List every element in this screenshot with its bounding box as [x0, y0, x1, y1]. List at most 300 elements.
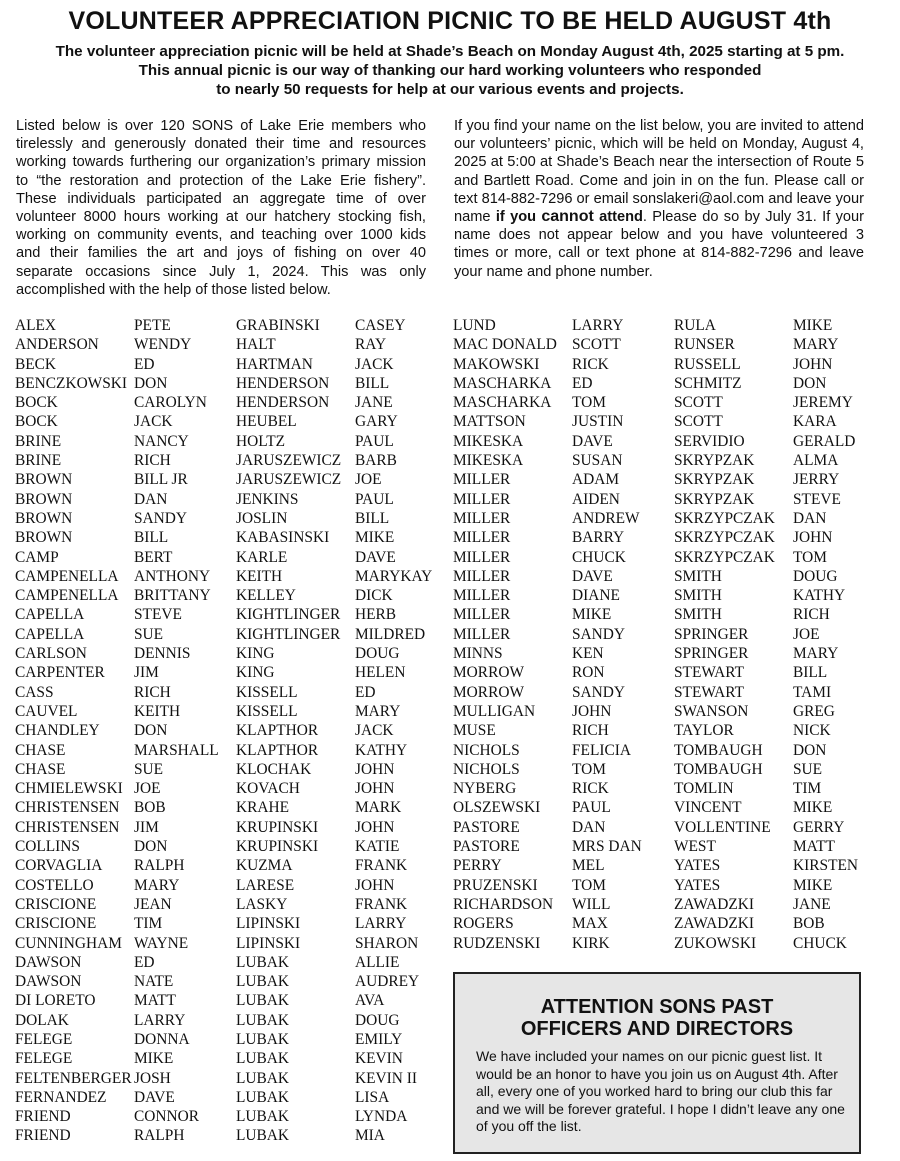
- last-name: VOLLENTINE: [674, 818, 771, 836]
- last-name: KABASINSKI: [236, 529, 330, 547]
- first-name: DON: [793, 374, 827, 392]
- name-row: [453, 779, 863, 798]
- name-row: [453, 663, 863, 682]
- last-name: SKRZYPCZAK: [674, 529, 775, 547]
- name-row: [15, 760, 435, 779]
- first-name: GARY: [355, 413, 398, 431]
- first-name: AIDEN: [572, 490, 620, 508]
- first-name: JEREMY: [793, 394, 853, 412]
- first-name: LARRY: [355, 915, 407, 933]
- name-row: [15, 721, 435, 740]
- name-row: [15, 470, 435, 489]
- last-name: HOLTZ: [236, 432, 286, 450]
- last-name: RICHARDSON: [453, 895, 554, 913]
- first-name: NANCY: [134, 432, 189, 450]
- last-name: LASKY: [236, 895, 288, 913]
- first-name: SUE: [134, 625, 164, 643]
- last-name: MATTSON: [453, 413, 526, 431]
- last-name: RUNSER: [674, 336, 735, 354]
- last-name: COSTELLO: [15, 876, 94, 894]
- first-name: ED: [134, 953, 155, 971]
- last-name: CORVAGLIA: [15, 857, 103, 875]
- name-row: [15, 451, 435, 470]
- first-name: JACK: [134, 413, 173, 431]
- last-name: MORROW: [453, 683, 524, 701]
- first-name: JOE: [134, 780, 161, 798]
- intro-block: [0, 42, 900, 99]
- notice-title: [455, 996, 859, 1040]
- last-name: KRAHE: [236, 799, 290, 817]
- first-name: TOM: [793, 548, 827, 566]
- name-row: [15, 895, 435, 914]
- first-name: SUE: [793, 760, 823, 778]
- first-name: DON: [134, 722, 168, 740]
- first-name: ALLIE: [355, 953, 400, 971]
- last-name: LUBAK: [236, 992, 290, 1010]
- name-row: [453, 586, 863, 605]
- first-name: JIM: [134, 818, 159, 836]
- first-name: LARRY: [572, 317, 624, 334]
- name-row: [15, 374, 435, 393]
- last-name: RULA: [674, 317, 716, 334]
- first-name: BARRY: [572, 529, 625, 547]
- last-name: NICHOLS: [453, 741, 520, 759]
- last-name: MIKESKA: [453, 432, 524, 450]
- last-name: DOLAK: [15, 1011, 69, 1029]
- first-name: MEL: [572, 857, 605, 875]
- name-row: [453, 625, 863, 644]
- last-name: CHASE: [15, 741, 66, 759]
- headline: VOLUNTEER APPRECIATION PICNIC TO BE HELD AUGUST 4th: [68, 7, 832, 35]
- last-name: FELEGE: [15, 1050, 73, 1068]
- name-row: [453, 567, 863, 586]
- volunteer-names-list-left: [15, 316, 435, 1146]
- first-name: MIKE: [793, 799, 833, 817]
- last-name: CASS: [15, 683, 54, 701]
- first-name: TIM: [793, 780, 822, 798]
- intro-line: to nearly 50 requests for help at our various events and projects.: [216, 81, 684, 98]
- last-name: VINCENT: [674, 799, 742, 817]
- first-name: PAUL: [355, 432, 394, 450]
- invitation-text: If you find your name on the list below, you are invited to attend our volunteers’ picnic, which will be held on Monday, August 4, 2025 at 5:00 at Shade’s Beach near the intersection of Route 5 and Bartlett Road. Come and join in on the fun. Please call or text 814-882-7296 or email sonslakeri@aol.com and leave your name: [454, 118, 864, 226]
- last-name: SMITH: [674, 587, 722, 605]
- name-row: [15, 355, 435, 374]
- volunteer-names-list-right: [453, 316, 863, 953]
- last-name: MILLER: [453, 490, 511, 508]
- last-name: LUBAK: [236, 1030, 290, 1048]
- name-row: [15, 837, 435, 856]
- last-name: TOMBAUGH: [674, 741, 763, 759]
- last-name: BROWN: [15, 471, 73, 489]
- first-name: TOM: [572, 760, 606, 778]
- last-name: YATES: [674, 857, 721, 875]
- last-name: ZAWADZKI: [674, 895, 754, 913]
- last-name: NICHOLS: [453, 760, 520, 778]
- last-name: HALT: [236, 336, 276, 354]
- first-name: SHARON: [355, 934, 419, 952]
- last-name: RUSSELL: [674, 355, 741, 373]
- last-name: DI LORETO: [15, 992, 96, 1010]
- first-name: MARK: [355, 799, 402, 817]
- name-row: [15, 953, 435, 972]
- first-name: MARYKAY: [355, 567, 433, 585]
- last-name: BOCK: [15, 413, 58, 431]
- first-name: FRANK: [355, 895, 408, 913]
- first-name: DENNIS: [134, 645, 191, 663]
- last-name: ROGERS: [453, 915, 514, 933]
- last-name: MAC DONALD: [453, 336, 557, 354]
- last-name: SKRZYPCZAK: [674, 548, 775, 566]
- last-name: KLOCHAK: [236, 760, 312, 778]
- volunteer-summary-paragraph: Listed below is over 120 SONS of Lake Erie members who tirelessly and generously donated their time and resources working towards furthering our organization’s primary mission to “the restoration and protection of the Lake Erie fishery”. These individuals participated an aggregate time of over volunteer 8000 hours working at our hatchery stocking fish, working on community events, and teaching over 1000 kids and their families the art and joys of fishing on over 40 separate occasions since July 1, 2024. This was only accomplished with the help of those listed below.: [16, 118, 426, 298]
- name-row: [15, 972, 435, 991]
- first-name: DAVE: [572, 432, 613, 450]
- first-name: BOB: [134, 799, 166, 817]
- last-name: PASTORE: [453, 818, 520, 836]
- last-name: MINNS: [453, 645, 503, 663]
- first-name: PETE: [134, 317, 171, 334]
- last-name: HARTMAN: [236, 355, 313, 373]
- first-name: TOM: [572, 394, 606, 412]
- last-name: GRABINSKI: [236, 317, 320, 334]
- last-name: LUBAK: [236, 1088, 290, 1106]
- name-row: [453, 528, 863, 547]
- last-name: SERVIDIO: [674, 432, 745, 450]
- first-name: JANE: [793, 895, 831, 913]
- first-name: MATT: [793, 838, 835, 856]
- first-name: CAROLYN: [134, 394, 207, 412]
- name-row: [453, 837, 863, 856]
- first-name: BILL: [355, 374, 390, 392]
- first-name: ED: [572, 374, 593, 392]
- last-name: MULLIGAN: [453, 702, 536, 720]
- last-name: LUBAK: [236, 953, 290, 971]
- first-name: SANDY: [572, 683, 626, 701]
- last-name: JARUSZEWICZ: [236, 452, 342, 470]
- first-name: KEVIN II: [355, 1069, 417, 1087]
- name-row: [15, 779, 435, 798]
- first-name: RALPH: [134, 1127, 185, 1145]
- first-name: DOUG: [355, 1011, 400, 1029]
- last-name: STEWART: [674, 683, 745, 701]
- last-name: BRINE: [15, 432, 62, 450]
- last-name: MAKOWSKI: [453, 355, 540, 373]
- last-name: SKRYPZAK: [674, 452, 755, 470]
- first-name: RICK: [572, 780, 609, 798]
- last-name: KISSELL: [236, 683, 298, 701]
- last-name: TAYLOR: [674, 722, 734, 740]
- first-name: ED: [134, 355, 155, 373]
- name-row: [453, 876, 863, 895]
- first-name: ED: [355, 683, 376, 701]
- name-row: [453, 605, 863, 624]
- first-name: DAVE: [572, 567, 613, 585]
- first-name: AUDREY: [355, 973, 420, 991]
- last-name: LUBAK: [236, 1108, 290, 1126]
- name-row: [15, 663, 435, 682]
- first-name: JUSTIN: [572, 413, 624, 431]
- last-name: DAWSON: [15, 973, 82, 991]
- first-name: DON: [134, 374, 168, 392]
- first-name: JOHN: [793, 355, 833, 373]
- name-row: [453, 683, 863, 702]
- first-name: JOHN: [355, 818, 395, 836]
- first-name: CONNOR: [134, 1108, 199, 1126]
- first-name: MARY: [134, 876, 180, 894]
- name-row: [453, 451, 863, 470]
- first-name: SUSAN: [572, 452, 623, 470]
- first-name: KIRK: [572, 934, 610, 952]
- first-name: JOHN: [355, 780, 395, 798]
- first-name: ANTHONY: [134, 567, 211, 585]
- name-row: [15, 548, 435, 567]
- first-name: AVA: [355, 992, 385, 1010]
- last-name: OLSZEWSKI: [453, 799, 541, 817]
- last-name: KISSELL: [236, 702, 298, 720]
- last-name: SMITH: [674, 567, 722, 585]
- first-name: CHUCK: [793, 934, 847, 952]
- first-name: DAN: [793, 509, 827, 527]
- first-name: BOB: [793, 915, 825, 933]
- last-name: HENDERSON: [236, 394, 330, 412]
- invitation-paragraph: [454, 117, 864, 281]
- name-row: [15, 586, 435, 605]
- last-name: ANDERSON: [15, 336, 99, 354]
- first-name: BILL: [355, 509, 390, 527]
- name-row: [15, 914, 435, 933]
- name-row: [15, 625, 435, 644]
- notice-body: We have included your names on our picnic guest list. It would be an honor to have you join us on August 4th. After all, every one of you worked hard to bring our club this far and we will be forever grateful. I hope I didn’t leave any one of you off the list.: [476, 1048, 845, 1134]
- first-name: DONNA: [134, 1030, 190, 1048]
- last-name: ZAWADZKI: [674, 915, 754, 933]
- name-row: [15, 567, 435, 586]
- first-name: MIA: [355, 1127, 385, 1145]
- last-name: CRISCIONE: [15, 895, 97, 913]
- last-name: MILLER: [453, 529, 511, 547]
- last-name: NYBERG: [453, 780, 517, 798]
- first-name: LARRY: [134, 1011, 186, 1029]
- first-name: JANE: [355, 394, 393, 412]
- name-row: [15, 702, 435, 721]
- name-row: [15, 335, 435, 354]
- last-name: FELTENBERGER: [15, 1069, 132, 1087]
- name-row: [15, 1088, 435, 1107]
- name-row: [15, 818, 435, 837]
- last-name: BROWN: [15, 529, 73, 547]
- first-name: JEAN: [134, 895, 172, 913]
- last-name: MILLER: [453, 606, 511, 624]
- name-row: [15, 741, 435, 760]
- first-name: GERRY: [793, 818, 845, 836]
- first-name: HERB: [355, 606, 397, 624]
- first-name: RICH: [134, 683, 171, 701]
- first-name: DICK: [355, 587, 393, 605]
- last-name: CHMIELEWSKI: [15, 780, 123, 798]
- last-name: CAUVEL: [15, 702, 78, 720]
- name-row: [15, 856, 435, 875]
- first-name: DON: [134, 838, 168, 856]
- first-name: RAY: [355, 336, 387, 354]
- first-name: MILDRED: [355, 625, 426, 643]
- last-name: SPRINGER: [674, 625, 749, 643]
- first-name: MATT: [134, 992, 176, 1010]
- last-name: BECK: [15, 355, 57, 373]
- last-name: LARESE: [236, 876, 295, 894]
- first-name: STEVE: [134, 606, 182, 624]
- name-row: [15, 1126, 435, 1145]
- last-name: CAMP: [15, 548, 59, 566]
- last-name: KING: [236, 645, 275, 663]
- last-name: JARUSZEWICZ: [236, 471, 342, 489]
- last-name: COLLINS: [15, 838, 80, 856]
- name-row: [453, 393, 863, 412]
- first-name: JOSH: [134, 1069, 171, 1087]
- name-row: [15, 876, 435, 895]
- last-name: HEUBEL: [236, 413, 297, 431]
- first-name: PAUL: [572, 799, 611, 817]
- last-name: CHASE: [15, 760, 66, 778]
- name-row: [15, 1107, 435, 1126]
- first-name: TOM: [572, 876, 606, 894]
- last-name: SWANSON: [674, 702, 749, 720]
- last-name: LUND: [453, 317, 496, 334]
- last-name: KLAPTHOR: [236, 722, 319, 740]
- first-name: FELICIA: [572, 741, 631, 759]
- notice-title-line: ATTENTION SONS PAST: [540, 996, 774, 1018]
- last-name: CARPENTER: [15, 664, 105, 682]
- last-name: MORROW: [453, 664, 524, 682]
- name-row: [15, 509, 435, 528]
- intro-line: The volunteer appreciation picnic will be held at Shade’s Beach on Monday August 4th, 2025 starting at 5 pm.: [55, 43, 845, 60]
- name-row: [453, 432, 863, 451]
- last-name: JOSLIN: [236, 509, 288, 527]
- last-name: MILLER: [453, 587, 511, 605]
- last-name: CAPELLA: [15, 606, 85, 624]
- last-name: LIPINSKI: [236, 915, 301, 933]
- first-name: BERT: [134, 548, 173, 566]
- name-row: [453, 798, 863, 817]
- first-name: MIKE: [572, 606, 612, 624]
- first-name: BILL JR: [134, 471, 188, 489]
- name-row: [453, 548, 863, 567]
- first-name: TAMI: [793, 683, 832, 701]
- first-name: ADAM: [572, 471, 620, 489]
- name-row: [15, 1030, 435, 1049]
- first-name: RICK: [572, 355, 609, 373]
- name-row: [15, 1069, 435, 1088]
- first-name: RICH: [134, 452, 171, 470]
- first-name: JACK: [355, 355, 394, 373]
- name-row: [15, 490, 435, 509]
- name-row: [15, 432, 435, 451]
- name-row: [453, 316, 863, 335]
- last-name: PRUZENSKI: [453, 876, 538, 894]
- first-name: MIKE: [355, 529, 395, 547]
- name-row: [15, 644, 435, 663]
- invitation-emphasis: attend: [599, 209, 643, 226]
- name-row: [453, 760, 863, 779]
- name-row: [15, 683, 435, 702]
- first-name: KARA: [793, 413, 837, 431]
- first-name: KEVIN: [355, 1050, 403, 1068]
- invitation-emphasis: if you: [495, 209, 537, 226]
- last-name: KIGHTLINGER: [236, 625, 341, 643]
- first-name: MIKE: [793, 876, 833, 894]
- first-name: CHUCK: [572, 548, 626, 566]
- name-row: [453, 856, 863, 875]
- first-name: DAN: [572, 818, 606, 836]
- last-name: HENDERSON: [236, 374, 330, 392]
- name-row: [453, 470, 863, 489]
- name-row: [15, 1011, 435, 1030]
- first-name: MARSHALL: [134, 741, 219, 759]
- first-name: RALPH: [134, 857, 185, 875]
- first-name: HELEN: [355, 664, 406, 682]
- name-row: [453, 644, 863, 663]
- last-name: LUBAK: [236, 973, 290, 991]
- first-name: KATIE: [355, 838, 400, 856]
- name-row: [453, 490, 863, 509]
- last-name: CHRISTENSEN: [15, 818, 120, 836]
- first-name: KIRSTEN: [793, 857, 858, 875]
- first-name: GERALD: [793, 432, 856, 450]
- last-name: ALEX: [15, 317, 57, 334]
- name-row: [453, 509, 863, 528]
- first-name: JOE: [793, 625, 820, 643]
- name-row: [453, 934, 863, 953]
- last-name: FERNANDEZ: [15, 1088, 107, 1106]
- last-name: SCOTT: [674, 413, 723, 431]
- last-name: BOCK: [15, 394, 58, 412]
- last-name: BENCZKOWSKI: [15, 374, 128, 392]
- name-row: [453, 721, 863, 740]
- first-name: JOHN: [572, 702, 612, 720]
- invitation-text: . Please do so by July 31. If your name does not appear below and you have volunteered 3 times or more, call or text phone at 814-882-7296 and leave your name and phone number.: [454, 209, 864, 280]
- first-name: FRANK: [355, 857, 408, 875]
- last-name: FELEGE: [15, 1030, 73, 1048]
- first-name: NATE: [134, 973, 174, 991]
- first-name: MRS DAN: [572, 838, 642, 856]
- name-row: [453, 741, 863, 760]
- last-name: SPRINGER: [674, 645, 749, 663]
- last-name: KELLEY: [236, 587, 296, 605]
- last-name: SKRYPZAK: [674, 490, 755, 508]
- last-name: SKRZYPCZAK: [674, 509, 775, 527]
- last-name: LUBAK: [236, 1011, 290, 1029]
- name-row: [15, 528, 435, 547]
- last-name: KIGHTLINGER: [236, 606, 341, 624]
- first-name: DAVE: [134, 1088, 175, 1106]
- first-name: ANDREW: [572, 509, 640, 527]
- last-name: MASCHARKA: [453, 394, 552, 412]
- last-name: BROWN: [15, 490, 73, 508]
- first-name: WAYNE: [134, 934, 189, 952]
- last-name: MASCHARKA: [453, 374, 552, 392]
- invitation-emphasis-cannot: cannot: [541, 208, 594, 226]
- last-name: KING: [236, 664, 275, 682]
- last-name: DAWSON: [15, 953, 82, 971]
- first-name: BILL: [793, 664, 828, 682]
- first-name: BRITTANY: [134, 587, 211, 605]
- last-name: MILLER: [453, 625, 511, 643]
- name-row: [453, 355, 863, 374]
- name-row: [15, 798, 435, 817]
- first-name: PAUL: [355, 490, 394, 508]
- first-name: KEN: [572, 645, 604, 663]
- first-name: SANDY: [572, 625, 626, 643]
- last-name: BRINE: [15, 452, 62, 470]
- last-name: MILLER: [453, 548, 511, 566]
